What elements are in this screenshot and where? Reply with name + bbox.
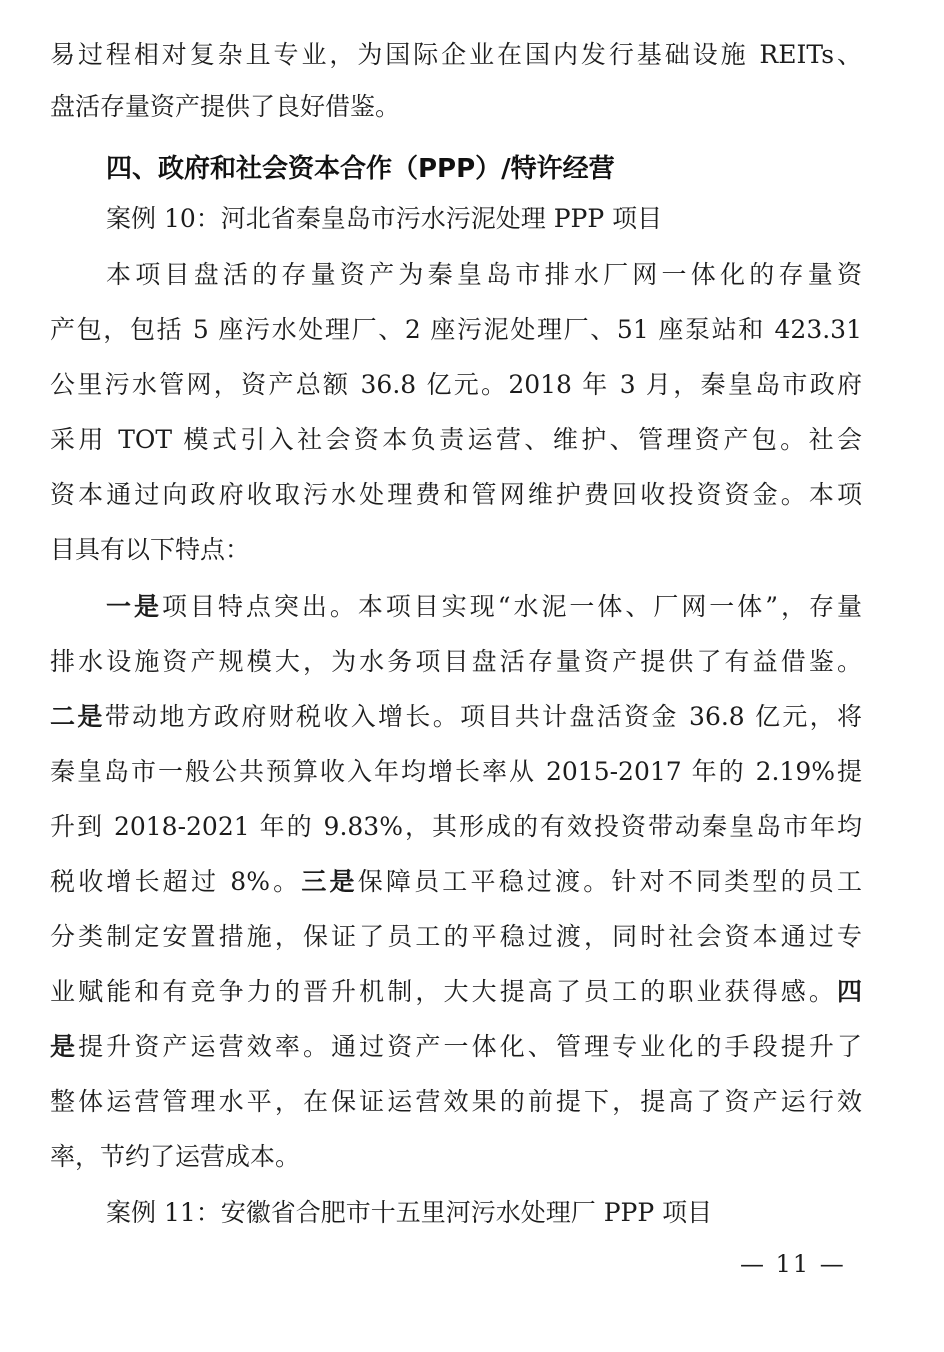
- page-number: — 11 —: [740, 1250, 846, 1278]
- feature-text: 提升资产运营效率。通过资产一体化、管理专业化的手段提升了: [78, 1032, 862, 1061]
- feature-line: 排水设施资产规模大，为水务项目盘活存量资产提供了有益借鉴。: [50, 647, 862, 676]
- feature-line: 整体运营管理水平，在保证运营效果的前提下，提高了资产运行效: [50, 1087, 862, 1116]
- feature-line: 秦皇岛市一般公共预算收入年均增长率从 2015-2017 年的 2.19%提: [50, 757, 862, 786]
- case-10-paragraph-line: 本项目盘活的存量资产为秦皇岛市排水厂网一体化的存量资: [106, 260, 862, 289]
- case-10-paragraph-line: 目具有以下特点：: [50, 535, 251, 564]
- feature-text: 税收增长超过 8%。: [50, 867, 302, 896]
- case-11-title: 案例 11：安徽省合肥市十五里河污水处理厂 PPP 项目: [106, 1198, 713, 1227]
- feature-text: 带动地方政府财税收入增长。项目共计盘活资金 36.8 亿元，将: [104, 702, 862, 731]
- feature-line: 分类制定安置措施，保证了员工的平稳过渡，同时社会资本通过专: [50, 922, 862, 951]
- feature-line: [50, 865, 862, 899]
- feature-line: 升到 2018-2021 年的 9.83%，其形成的有效投资带动秦皇岛市年均: [50, 812, 862, 841]
- feature-line: [50, 1030, 862, 1064]
- feature-4-label-part-2: 是: [50, 1032, 79, 1061]
- intro-line-1: 易过程相对复杂且专业，为国际企业在国内发行基础设施 REITs、: [50, 40, 862, 69]
- feature-line: 率，节约了运营成本。: [50, 1142, 301, 1171]
- feature-text: 业赋能和有竞争力的晋升机制，大大提高了员工的职业获得感。: [50, 977, 837, 1006]
- feature-line: [106, 590, 862, 624]
- case-10-title: 案例 10：河北省秦皇岛市污水污泥处理 PPP 项目: [106, 204, 663, 233]
- feature-line: [50, 700, 862, 734]
- feature-text: 保障员工平稳过渡。针对不同类型的员工: [357, 867, 862, 896]
- feature-4-label-part-1: 四: [836, 977, 862, 1006]
- case-10-paragraph-line: 公里污水管网，资产总额 36.8 亿元。2018 年 3 月，秦皇岛市政府: [50, 370, 862, 399]
- case-10-paragraph-line: 产包，包括 5 座污水处理厂、2 座污泥处理厂、51 座泵站和 423.31: [50, 315, 862, 344]
- feature-1-label: 一是: [106, 592, 162, 621]
- feature-text: 项目特点突出。本项目实现“水泥一体、厂网一体”，存量: [161, 592, 862, 621]
- section-heading: 四、政府和社会资本合作（PPP）/特许经营: [106, 154, 615, 184]
- case-10-paragraph-line: 采用 TOT 模式引入社会资本负责运营、维护、管理资产包。社会: [50, 425, 862, 454]
- intro-line-2: 盘活存量资产提供了良好借鉴。: [50, 92, 401, 121]
- feature-3-label: 三是: [301, 867, 358, 896]
- feature-2-label: 二是: [50, 702, 105, 731]
- feature-line: [50, 975, 862, 1009]
- case-10-paragraph-line: 资本通过向政府收取污水处理费和管网维护费回收投资资金。本项: [50, 480, 862, 509]
